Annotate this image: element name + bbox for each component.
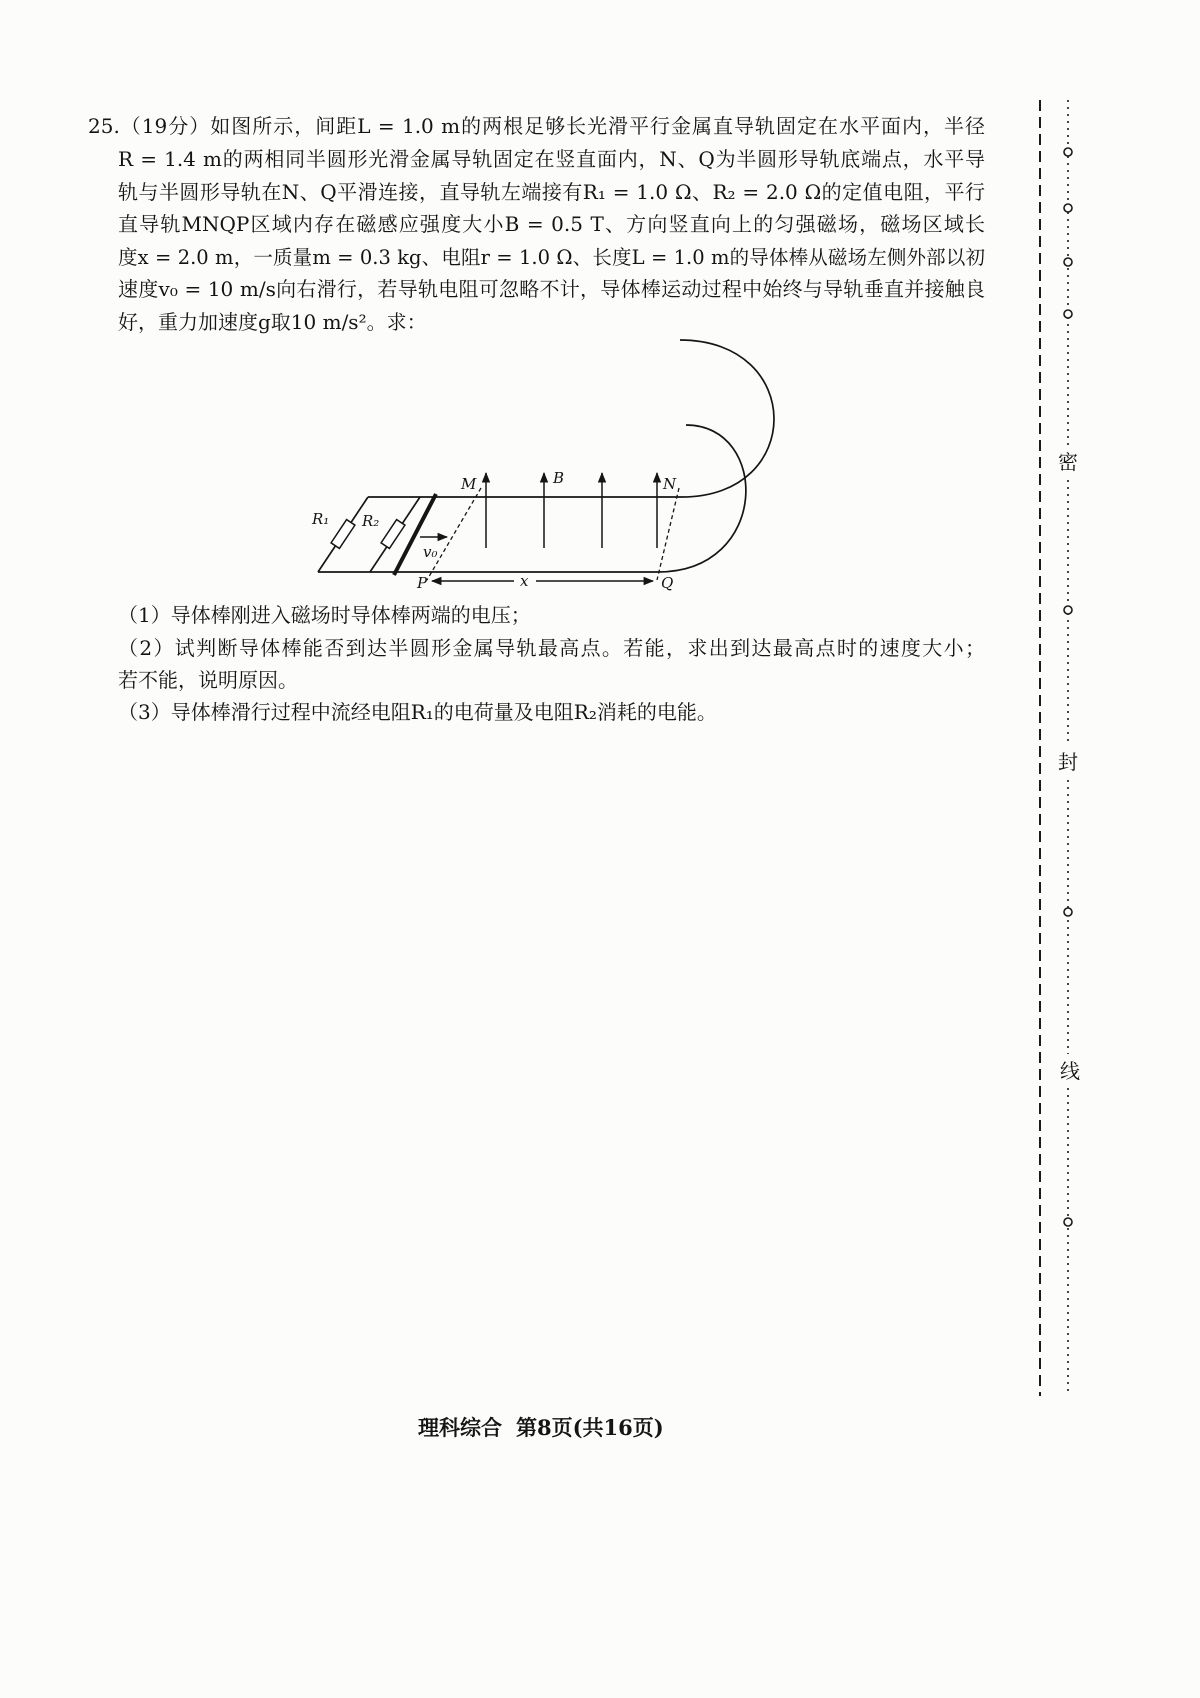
footer-subject: 理科综合 xyxy=(418,1415,502,1440)
sub-question-text: 试判断导体棒能否到达半圆形金属导轨最高点。若能，求出到达最高点时的速度大小； xyxy=(174,636,985,660)
label-m: M xyxy=(461,475,477,493)
seal-hole xyxy=(1064,310,1072,318)
question-stem-line: 度x = 2.0 m，一质量m = 0.3 kg、电阻r = 1.0 Ω、长度L = 1.0 m的导体棒从磁场左侧外部以初 xyxy=(118,246,985,269)
rail-circuit-diagram xyxy=(300,325,800,605)
sub-question-text: 导体棒滑行过程中流经电阻R₁的电荷量及电阻R₂消耗的电能。 xyxy=(170,700,717,724)
sub-question-text: 导体棒刚进入磁场时导体棒两端的电压； xyxy=(170,603,531,627)
sub-question-label: （3） xyxy=(118,700,171,724)
label-x: x xyxy=(520,572,529,590)
seal-hole xyxy=(1064,1218,1072,1226)
seal-char-xian: 线 xyxy=(1060,1059,1080,1083)
seal-hole xyxy=(1064,204,1072,212)
question-stem-line xyxy=(88,110,985,143)
sub-question-1 xyxy=(118,599,531,632)
question-stem-line: 轨与半圆形导轨在N、Q平滑连接，直导轨左端接有R₁ = 1.0 Ω、R₂ = 2.0 Ω的定值电阻，平行 xyxy=(118,180,985,204)
seal-hole xyxy=(1064,148,1072,156)
label-p: P xyxy=(417,574,428,592)
seal-hole xyxy=(1064,908,1072,916)
question-number: 25. xyxy=(88,114,120,138)
label-n: N xyxy=(663,475,677,493)
footer-page-number: 第8页(共16页) xyxy=(516,1415,664,1440)
resistor-r2 xyxy=(381,520,405,549)
label-r1: R₁ xyxy=(312,510,330,528)
seal-char-feng: 封 xyxy=(1058,750,1078,774)
label-q: Q xyxy=(661,574,674,592)
sub-question-label: （1） xyxy=(118,603,171,627)
question-stem-text: 如图所示，间距L = 1.0 m的两根足够长光滑平行金属直导轨固定在水平面内，半径 xyxy=(210,114,985,138)
conductor-rod xyxy=(394,494,436,575)
resistor-r1 xyxy=(331,520,355,549)
sub-question-2 xyxy=(118,632,985,665)
seal-char-mi: 密 xyxy=(1058,450,1078,474)
sub-question-3 xyxy=(118,696,717,729)
question-stem-line: 好，重力加速度g取10 m/s²。求： xyxy=(118,310,427,334)
question-score: （19分） xyxy=(119,114,211,138)
label-r2: R₂ xyxy=(362,512,380,530)
front-semicircle-rail xyxy=(658,425,746,572)
page-footer xyxy=(418,1412,664,1444)
label-b: B xyxy=(553,469,565,487)
seal-hole xyxy=(1064,606,1072,614)
sub-question-2-continuation: 若不能，说明原因。 xyxy=(118,668,298,692)
seal-hole xyxy=(1064,258,1072,266)
question-stem-line: 直导轨MNQP区域内存在磁感应强度大小B = 0.5 T、方向竖直向上的匀强磁场，磁场区域长 xyxy=(118,212,985,236)
question-stem-line: 速度v₀ = 10 m/s向右滑行，若导轨电阻可忽略不计，导体棒运动过程中始终与导轨垂直并接触良 xyxy=(118,277,985,301)
sub-question-label: （2） xyxy=(118,636,175,660)
label-v0: v₀ xyxy=(423,543,438,561)
field-boundary-mp xyxy=(427,488,481,580)
back-semicircle-rail xyxy=(680,340,774,497)
question-stem-line: R = 1.4 m的两相同半圆形光滑金属导轨固定在竖直面内，N、Q为半圆形导轨底端点，水平导 xyxy=(118,147,985,171)
field-boundary-nq xyxy=(657,488,679,580)
